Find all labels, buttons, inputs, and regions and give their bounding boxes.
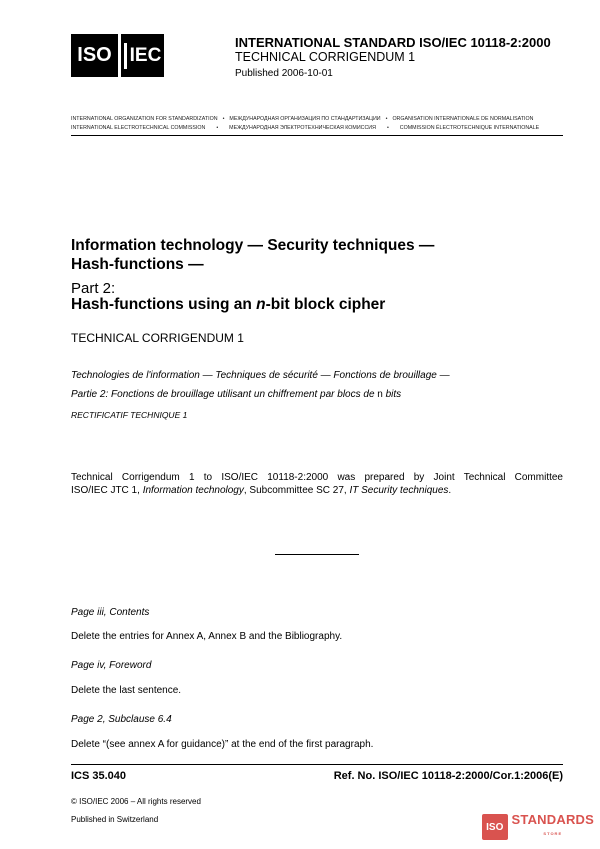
org-iec-fr: COMMISSION ÉLECTROTECHNIQUE INTERNATIONALE — [399, 125, 540, 131]
french-part-title — [71, 389, 401, 400]
watermark-sub: STORE — [543, 831, 563, 836]
org-iso-en: INTERNATIONAL ORGANIZATION FOR STANDARDIZATION — [71, 116, 218, 122]
section-heading-foreword: Page iv, Foreword — [71, 660, 152, 671]
watermark-text: STANDARDS — [511, 812, 594, 827]
iso-logo — [71, 34, 118, 77]
organizations-line-2 — [71, 125, 539, 131]
published-in: Published in Switzerland — [71, 815, 159, 824]
organizations-line-1 — [71, 116, 533, 122]
separator: • — [385, 116, 388, 122]
published-date: Published 2006-10-01 — [235, 68, 333, 79]
section-text-subclause: Delete “(see annex A for guidance)” at the end of the first paragraph. — [71, 739, 374, 750]
org-iec-en: INTERNATIONAL ELECTROTECHNICAL COMMISSION — [71, 125, 206, 131]
section-text-foreword: Delete the last sentence. — [71, 685, 182, 696]
separator: • — [222, 116, 225, 122]
org-iso-fr: ORGANISATION INTERNATIONALE DE NORMALISATION — [392, 116, 534, 122]
iso-logo-text: ISO — [77, 44, 112, 66]
section-text-contents: Delete the entries for Annex A, Annex B and the Bibliography. — [71, 631, 343, 642]
french-part-n: n — [377, 389, 383, 400]
part-title-pre: Hash-functions using an — [71, 296, 257, 313]
part-title-n: n — [256, 296, 266, 313]
section-divider — [275, 554, 359, 555]
watermark-text-block — [512, 813, 594, 841]
french-corrigendum: RECTIFICATIF TECHNIQUE 1 — [71, 410, 188, 420]
section-heading-subclause: Page 2, Subclause 6.4 — [71, 714, 172, 725]
copyright: © ISO/IEC 2006 – All rights reserved — [71, 797, 201, 806]
prep-e: . — [448, 485, 452, 496]
technical-corrigendum-title: TECHNICAL CORRIGENDUM 1 — [71, 331, 244, 345]
store-watermark — [482, 811, 594, 843]
french-part-pre: Partie 2: Fonctions de brouillage utilisant un chiffrement par blocs de — [71, 389, 378, 400]
ics-code: ICS 35.040 — [71, 770, 127, 782]
prep-a: ISO/IEC JTC 1, — [71, 485, 143, 496]
org-iso-ru: МЕЖДУНАРОДНАЯ ОРГАНИЗАЦИЯ ПО СТАНДАРТИЗАЦИИ — [229, 116, 381, 122]
part-title — [71, 296, 385, 314]
title-line-2: Hash-functions — — [71, 256, 204, 273]
prep-c: , Subcommittee SC 27, — [243, 485, 350, 496]
part-title-post: -bit block cipher — [265, 296, 386, 313]
prep-b: Information technology — [142, 485, 244, 496]
iec-logo-text: IEC — [129, 44, 162, 66]
separator: • — [216, 125, 219, 131]
french-title: Technologies de l'information — Techniques de sécurité — Fonctions de brouillage — — [71, 370, 450, 381]
preparation-line-2 — [71, 485, 451, 496]
iec-logo-bar — [124, 43, 127, 69]
part-label: Part 2: — [71, 280, 116, 297]
watermark-badge: ISO — [482, 814, 508, 840]
separator: • — [386, 125, 389, 131]
footer-divider — [71, 764, 563, 765]
corrigendum-label: TECHNICAL CORRIGENDUM 1 — [235, 50, 416, 64]
header-divider — [71, 135, 563, 136]
preparation-paragraph — [71, 471, 563, 497]
iec-logo — [121, 34, 164, 77]
title-line-1: Information technology — Security techniques — — [71, 237, 435, 254]
standard-number: INTERNATIONAL STANDARD ISO/IEC 10118-2:2000 — [235, 35, 551, 50]
section-heading-contents: Page iii, Contents — [71, 607, 150, 618]
preparation-line-1: Technical Corrigendum 1 to ISO/IEC 10118-2:2000 was prepared by Joint Technical Committee — [71, 472, 563, 483]
prep-d: IT Security techniques — [349, 485, 449, 496]
document-title — [71, 236, 434, 274]
org-iec-ru: МЕЖДУНАРОДНАЯ ЭЛЕКТРОТЕХНИЧЕСКАЯ КОМИССИЯ — [229, 125, 376, 131]
reference-number: Ref. No. ISO/IEC 10118-2:2000/Cor.1:2006(E) — [333, 770, 563, 782]
french-part-post: bits — [382, 389, 402, 400]
